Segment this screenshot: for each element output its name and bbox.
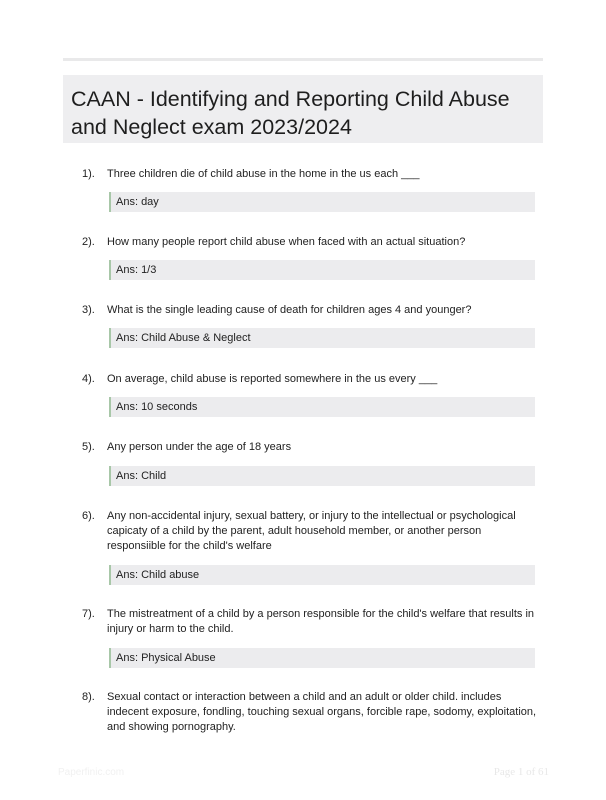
- answer-box: Ans: 10 seconds: [109, 397, 535, 417]
- question-text: Any person under the age of 18 years: [107, 441, 292, 453]
- question-number: 4).: [82, 373, 95, 385]
- answer-box: Ans: day: [109, 192, 535, 212]
- question-text: What is the single leading cause of death for children ages 4 and younger?: [107, 304, 472, 316]
- page-title: CAAN - Identifying and Reporting Child Abuse and Neglect exam 2023/2024: [71, 87, 510, 139]
- top-divider: [63, 58, 543, 61]
- question-number: 2).: [82, 236, 95, 248]
- question-text: The mistreatment of a child by a person responsible for the child's welfare that results in injury or harm to the child.: [107, 608, 535, 635]
- question-number: 7).: [82, 608, 95, 620]
- question-number: 8).: [82, 691, 95, 703]
- question-number: 5).: [82, 441, 95, 453]
- page-indicator: Page 1 of 61: [493, 766, 549, 778]
- answer-box: Ans: Child Abuse & Neglect: [109, 328, 535, 348]
- title-banner: [63, 75, 543, 143]
- question-number: 6).: [82, 510, 95, 522]
- question-number: 1).: [82, 168, 95, 180]
- answer-box: Ans: 1/3: [109, 260, 535, 280]
- answer-box: Ans: Child abuse: [109, 565, 535, 585]
- question-text: Sexual contact or interaction between a child and an adult or older child. includes indecent exposure, fondling, touching sexual organs, forcible rape, sodomy, exploitation, and showing pornography.: [107, 691, 537, 733]
- question-number: 3).: [82, 304, 95, 316]
- question-text: How many people report child abuse when faced with an actual situation?: [107, 236, 466, 248]
- question-text: Three children die of child abuse in the home in the us each ___: [107, 168, 420, 180]
- question-text: On average, child abuse is reported somewhere in the us every ___: [107, 373, 438, 385]
- answer-box: Ans: Physical Abuse: [109, 648, 535, 668]
- footer-watermark: Paperfinic.com: [58, 767, 125, 778]
- answer-box: Ans: Child: [109, 466, 535, 486]
- question-text: Any non-accidental injury, sexual battery, or injury to the intellectual or psychological capicaty of a child by the parent, adult household member, or another person responsiible for the child's welfare: [107, 510, 516, 552]
